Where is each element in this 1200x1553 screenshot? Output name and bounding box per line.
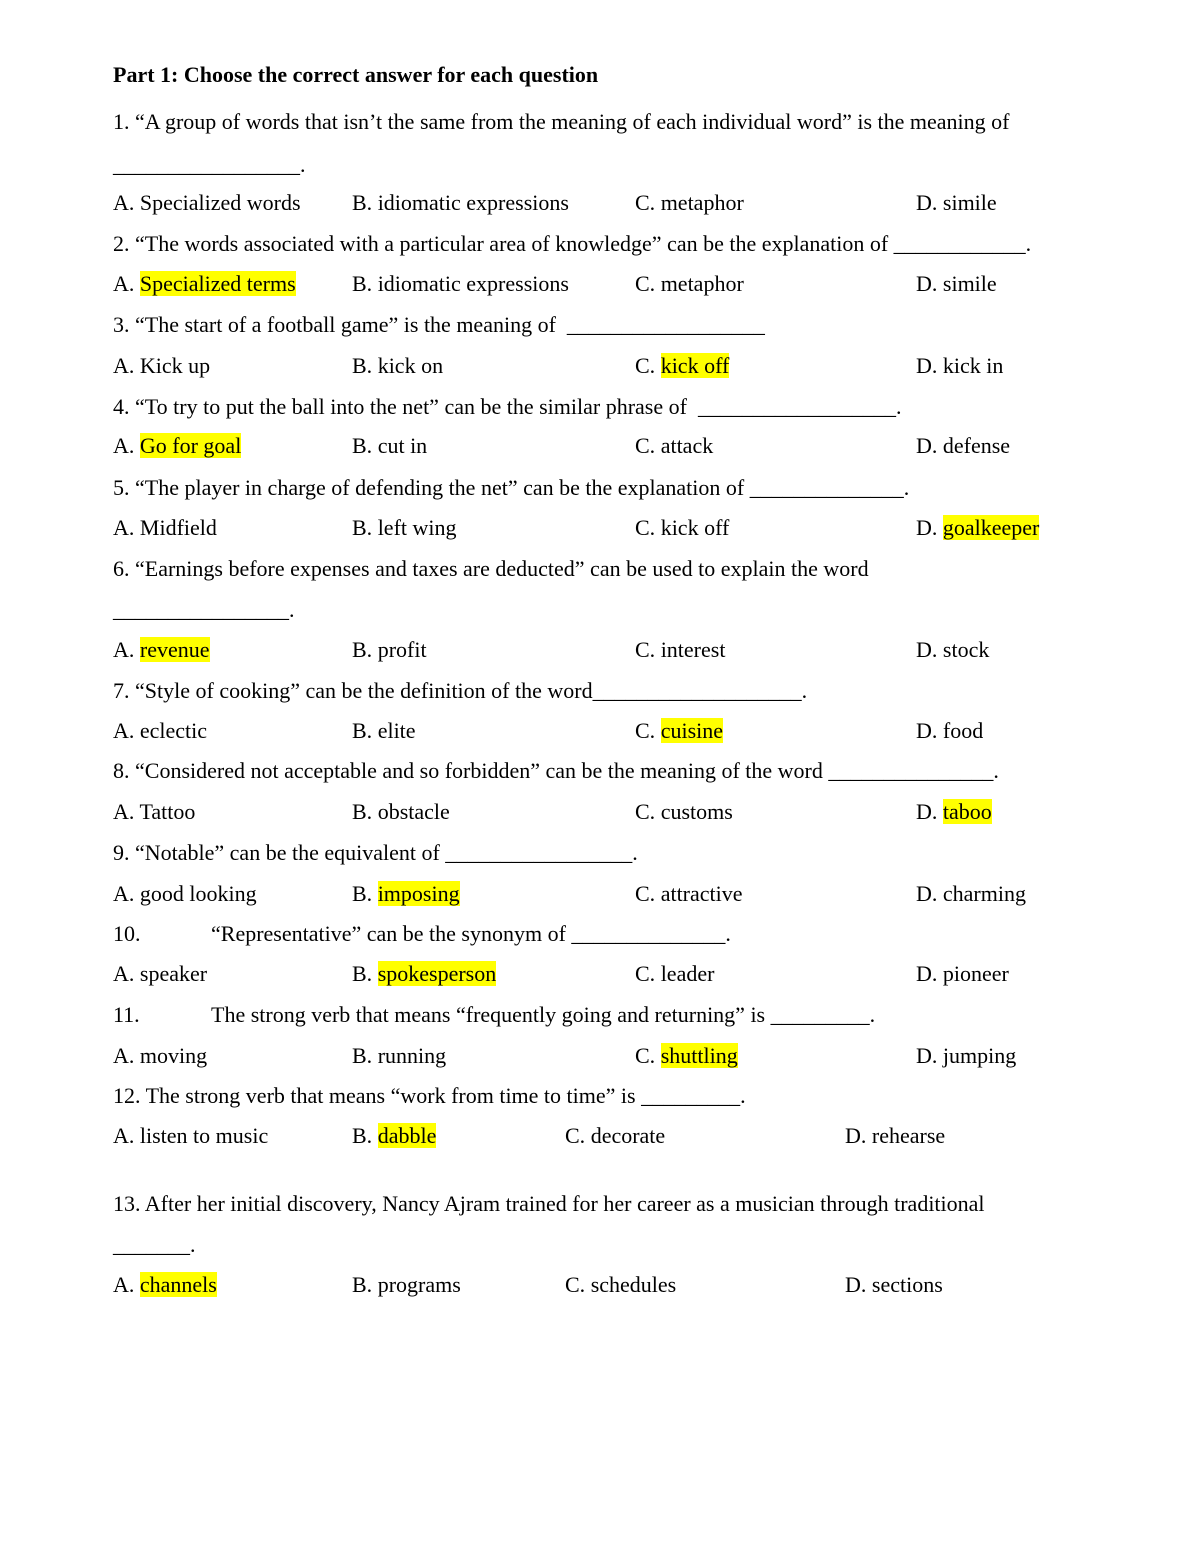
option-text: customs	[660, 799, 733, 824]
option-letter: C.	[635, 799, 656, 824]
option-letter: D.	[916, 271, 938, 296]
question-text: 6. “Earnings before expenses and taxes are deducted” can be used to explain the word	[113, 556, 869, 581]
option-letter: D.	[916, 1043, 938, 1068]
answer-option-d	[916, 190, 997, 216]
option-letter: A.	[113, 881, 135, 906]
option-letter: D.	[916, 637, 938, 662]
answer-option-d	[916, 1043, 1016, 1069]
answer-option-d	[916, 881, 1026, 907]
option-letter: B.	[352, 271, 373, 296]
highlighted-answer: taboo	[942, 799, 992, 824]
answer-option-d	[916, 718, 983, 744]
option-letter: B.	[352, 1272, 373, 1297]
option-text: simile	[942, 190, 997, 215]
option-text: good looking	[139, 881, 257, 906]
answer-option-b	[352, 881, 460, 907]
option-letter: B.	[352, 515, 373, 540]
answer-option-a	[113, 881, 257, 907]
question-text: _________________.	[113, 152, 306, 177]
option-letter: C.	[635, 353, 656, 378]
answer-option-c	[565, 1123, 665, 1149]
option-text: rehearse	[871, 1123, 946, 1148]
question-text: 12. The strong verb that means “work from time to time” is _________.	[113, 1083, 746, 1108]
option-letter: A.	[113, 515, 135, 540]
answer-option-d	[916, 353, 1003, 379]
option-text: metaphor	[660, 190, 744, 215]
option-letter: C.	[635, 961, 656, 986]
option-letter: A.	[113, 271, 135, 296]
option-text: charming	[942, 881, 1026, 906]
answer-option-b	[352, 515, 457, 541]
answer-option-a	[113, 433, 241, 459]
question-text: 7. “Style of cooking” can be the definition of the word___________________.	[113, 678, 808, 703]
question-text: 4. “To try to put the ball into the net” can be the similar phrase of __________________.	[113, 394, 902, 419]
answer-option-c	[635, 881, 743, 907]
answer-option-c	[635, 271, 744, 297]
question-text: 2. “The words associated with a particular area of knowledge” can be the explanation of ____________.	[113, 231, 1032, 256]
option-letter: A.	[113, 1272, 135, 1297]
option-letter: A.	[113, 1043, 135, 1068]
answer-option-b	[352, 1123, 436, 1149]
answer-option-b	[352, 718, 416, 744]
option-text: attack	[660, 433, 714, 458]
option-text: programs	[377, 1272, 461, 1297]
option-text: idiomatic expressions	[377, 190, 569, 215]
answer-option-a	[113, 190, 301, 216]
question-text: “Representative” can be the synonym of ______________.	[211, 921, 731, 946]
highlighted-answer: imposing	[377, 881, 460, 906]
option-text: Specialized words	[139, 190, 301, 215]
option-letter: B.	[352, 637, 373, 662]
option-letter: C.	[635, 718, 656, 743]
answer-option-d	[916, 515, 1039, 541]
highlighted-answer: shuttling	[660, 1043, 738, 1068]
option-text: decorate	[590, 1123, 666, 1148]
answer-option-c	[635, 961, 714, 987]
answer-option-a	[113, 1043, 207, 1069]
option-text: Midfield	[139, 515, 217, 540]
option-letter: C.	[635, 1043, 656, 1068]
option-letter: C.	[635, 881, 656, 906]
question-text: 13. After her initial discovery, Nancy Ajram trained for her career as a musician through traditional	[113, 1191, 985, 1216]
answer-option-b	[352, 1043, 446, 1069]
option-letter: C.	[635, 190, 656, 215]
option-letter: C.	[635, 515, 656, 540]
option-text: eclectic	[139, 718, 208, 743]
option-text: idiomatic expressions	[377, 271, 569, 296]
option-letter: B.	[352, 433, 373, 458]
question-text: 1. “A group of words that isn’t the same from the meaning of each individual word” is the meaning of	[113, 109, 1010, 134]
question-text: 9. “Notable” can be the equivalent of _________________.	[113, 840, 638, 865]
option-letter: C.	[635, 433, 656, 458]
option-letter: B.	[352, 353, 373, 378]
answer-option-c	[635, 190, 744, 216]
option-text: metaphor	[660, 271, 744, 296]
option-letter: A.	[113, 433, 135, 458]
answer-option-a	[113, 515, 217, 541]
option-text: sections	[871, 1272, 943, 1297]
question-text: _______.	[113, 1232, 196, 1257]
option-text: Kick up	[139, 353, 211, 378]
option-letter: D.	[916, 433, 938, 458]
option-letter: D.	[845, 1272, 867, 1297]
answer-option-b	[352, 799, 450, 825]
answer-option-c	[635, 799, 733, 825]
option-letter: C.	[565, 1123, 586, 1148]
option-letter: B.	[352, 190, 373, 215]
option-text: moving	[139, 1043, 208, 1068]
option-letter: A.	[113, 799, 135, 824]
answer-option-d	[845, 1123, 945, 1149]
question-number: 10.	[113, 921, 141, 946]
answer-option-c	[635, 515, 729, 541]
option-letter: B.	[352, 881, 373, 906]
option-letter: A.	[113, 961, 135, 986]
highlighted-answer: spokesperson	[377, 961, 497, 986]
option-letter: D.	[916, 961, 938, 986]
option-letter: C.	[565, 1272, 586, 1297]
answer-option-a	[113, 1123, 268, 1149]
answer-option-a	[113, 961, 207, 987]
answer-option-d	[916, 961, 1009, 987]
option-letter: A.	[113, 353, 135, 378]
answer-option-a	[113, 1272, 217, 1298]
option-letter: B.	[352, 961, 373, 986]
option-text: speaker	[139, 961, 208, 986]
answer-option-b	[352, 353, 443, 379]
option-letter: B.	[352, 1123, 373, 1148]
option-letter: A.	[113, 190, 135, 215]
answer-option-c	[635, 637, 725, 663]
highlighted-answer: channels	[139, 1272, 217, 1297]
answer-option-b	[352, 190, 569, 216]
answer-option-a	[113, 637, 210, 663]
question-number: 11.	[113, 1002, 140, 1027]
option-letter: B.	[352, 718, 373, 743]
option-text: leader	[660, 961, 715, 986]
option-text: jumping	[942, 1043, 1017, 1068]
option-letter: D.	[916, 881, 938, 906]
question-text: 8. “Considered not acceptable and so forbidden” can be the meaning of the word _______________.	[113, 758, 999, 783]
question-text: 5. “The player in charge of defending the net” can be the explanation of ______________.	[113, 475, 910, 500]
option-letter: D.	[916, 799, 938, 824]
question-text: The strong verb that means “frequently going and returning” is _________.	[211, 1002, 876, 1027]
answer-option-c	[635, 353, 729, 379]
highlighted-answer: goalkeeper	[942, 515, 1040, 540]
option-text: running	[377, 1043, 447, 1068]
option-letter: A.	[113, 1123, 135, 1148]
option-letter: D.	[916, 190, 938, 215]
option-text: listen to music	[139, 1123, 269, 1148]
answer-option-b	[352, 271, 569, 297]
option-text: defense	[942, 433, 1011, 458]
option-text: interest	[660, 637, 726, 662]
option-text: cut in	[377, 433, 428, 458]
option-text: simile	[942, 271, 997, 296]
option-text: food	[942, 718, 984, 743]
option-letter: D.	[916, 515, 938, 540]
option-letter: D.	[916, 718, 938, 743]
highlighted-answer: revenue	[139, 637, 210, 662]
answer-option-c	[635, 433, 713, 459]
page-title: Part 1: Choose the correct answer for each question	[113, 62, 599, 87]
answer-option-c	[565, 1272, 676, 1298]
option-text: schedules	[590, 1272, 677, 1297]
option-letter: C.	[635, 271, 656, 296]
option-text: stock	[942, 637, 990, 662]
option-text: pioneer	[942, 961, 1009, 986]
answer-option-b	[352, 1272, 461, 1298]
highlighted-answer: dabble	[377, 1123, 437, 1148]
answer-option-b	[352, 637, 427, 663]
answer-option-d	[916, 799, 992, 825]
answer-option-d	[916, 433, 1010, 459]
option-letter: B.	[352, 799, 373, 824]
option-letter: D.	[845, 1123, 867, 1148]
option-text: attractive	[660, 881, 743, 906]
highlighted-answer: kick off	[660, 353, 730, 378]
option-text: obstacle	[377, 799, 450, 824]
answer-option-a	[113, 718, 207, 744]
option-letter: A.	[113, 718, 135, 743]
answer-option-d	[916, 271, 997, 297]
option-letter: C.	[635, 637, 656, 662]
highlighted-answer: cuisine	[660, 718, 724, 743]
highlighted-answer: Specialized terms	[139, 271, 296, 296]
highlighted-answer: Go for goal	[139, 433, 242, 458]
option-letter: A.	[113, 637, 135, 662]
option-text: profit	[377, 637, 427, 662]
answer-option-a	[113, 353, 210, 379]
answer-option-b	[352, 433, 427, 459]
option-text: elite	[377, 718, 416, 743]
answer-option-a	[113, 799, 195, 825]
answer-option-d	[916, 637, 989, 663]
option-text: kick off	[660, 515, 730, 540]
answer-option-c	[635, 1043, 738, 1069]
answer-option-a	[113, 271, 296, 297]
option-text: kick on	[377, 353, 444, 378]
option-text: kick in	[942, 353, 1004, 378]
option-text: left wing	[377, 515, 457, 540]
option-letter: B.	[352, 1043, 373, 1068]
option-letter: D.	[916, 353, 938, 378]
answer-option-c	[635, 718, 723, 744]
answer-option-d	[845, 1272, 943, 1298]
option-text: Tattoo	[139, 799, 196, 824]
question-text: ________________.	[113, 597, 295, 622]
question-text: 3. “The start of a football game” is the meaning of __________________	[113, 312, 765, 337]
answer-option-b	[352, 961, 496, 987]
